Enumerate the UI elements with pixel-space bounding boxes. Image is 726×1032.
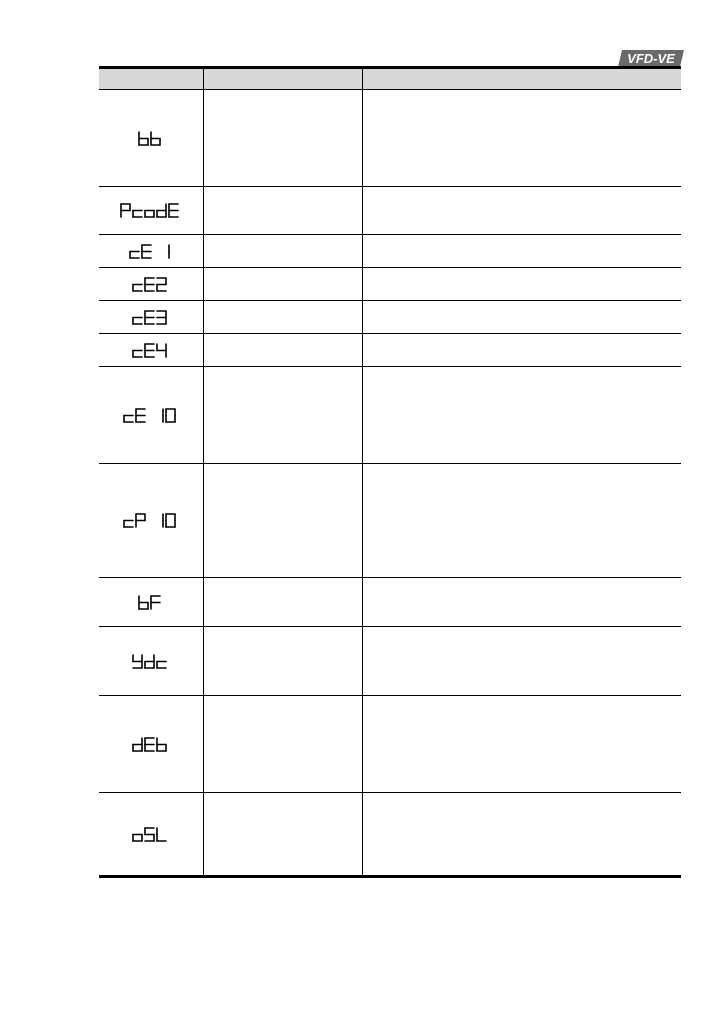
seven-segment-glyph	[132, 343, 170, 360]
table-row	[99, 90, 681, 187]
fault-description-cell	[203, 235, 362, 268]
fault-code-display	[99, 578, 203, 627]
corrective-action-cell	[362, 367, 681, 464]
fault-description-cell	[203, 268, 362, 301]
table-row	[99, 627, 681, 696]
corrective-action-cell	[362, 627, 681, 696]
corrective-action-cell	[362, 301, 681, 334]
corrective-action-cell	[362, 793, 681, 877]
fault-description-cell	[203, 696, 362, 793]
corrective-action-cell	[362, 578, 681, 627]
fault-description-cell	[203, 367, 362, 464]
seven-segment-glyph	[132, 310, 170, 327]
seven-segment-glyph	[120, 203, 182, 220]
corrective-action-cell	[362, 696, 681, 793]
fault-code-display	[99, 301, 203, 334]
fault-code-display	[99, 235, 203, 268]
fault-code-display	[99, 334, 203, 367]
fault-code-table	[99, 66, 681, 878]
corrective-action-cell	[362, 334, 681, 367]
table-row	[99, 301, 681, 334]
seven-segment-glyph	[123, 513, 179, 530]
corrective-action-cell	[362, 90, 681, 187]
table-row	[99, 696, 681, 793]
table-row	[99, 367, 681, 464]
vfd-ve-logo	[618, 50, 684, 67]
header-fault-name	[99, 68, 203, 90]
svg-text:VFD-VE: VFD-VE	[627, 51, 675, 66]
fault-description-cell	[203, 90, 362, 187]
table-header-row	[99, 68, 681, 90]
table-row	[99, 464, 681, 578]
fault-code-display	[99, 793, 203, 877]
table-row	[99, 187, 681, 235]
corrective-action-cell	[362, 268, 681, 301]
seven-segment-glyph	[123, 408, 179, 425]
table-row	[99, 578, 681, 627]
table-row	[99, 334, 681, 367]
corrective-action-cell	[362, 187, 681, 235]
table-row	[99, 235, 681, 268]
fault-description-cell	[203, 793, 362, 877]
fault-code-display	[99, 90, 203, 187]
corrective-action-cell	[362, 235, 681, 268]
table-row	[99, 793, 681, 877]
fault-description-cell	[203, 627, 362, 696]
fault-code-display	[99, 367, 203, 464]
fault-description-cell	[203, 578, 362, 627]
seven-segment-glyph	[138, 595, 164, 612]
header-fault-descriptions	[203, 68, 362, 90]
fault-code-display	[99, 627, 203, 696]
seven-segment-glyph	[132, 654, 170, 671]
corrective-action-cell	[362, 464, 681, 578]
fault-code-display	[99, 187, 203, 235]
seven-segment-glyph	[132, 827, 170, 844]
fault-code-display	[99, 696, 203, 793]
fault-code-display	[99, 268, 203, 301]
seven-segment-glyph	[132, 737, 170, 754]
fault-description-cell	[203, 334, 362, 367]
seven-segment-glyph	[138, 131, 164, 148]
table-row	[99, 268, 681, 301]
fault-code-display	[99, 464, 203, 578]
seven-segment-glyph	[132, 277, 170, 294]
fault-description-cell	[203, 187, 362, 235]
seven-segment-glyph	[129, 244, 173, 261]
fault-description-cell	[203, 464, 362, 578]
fault-description-cell	[203, 301, 362, 334]
header-corrective-actions	[362, 68, 681, 90]
